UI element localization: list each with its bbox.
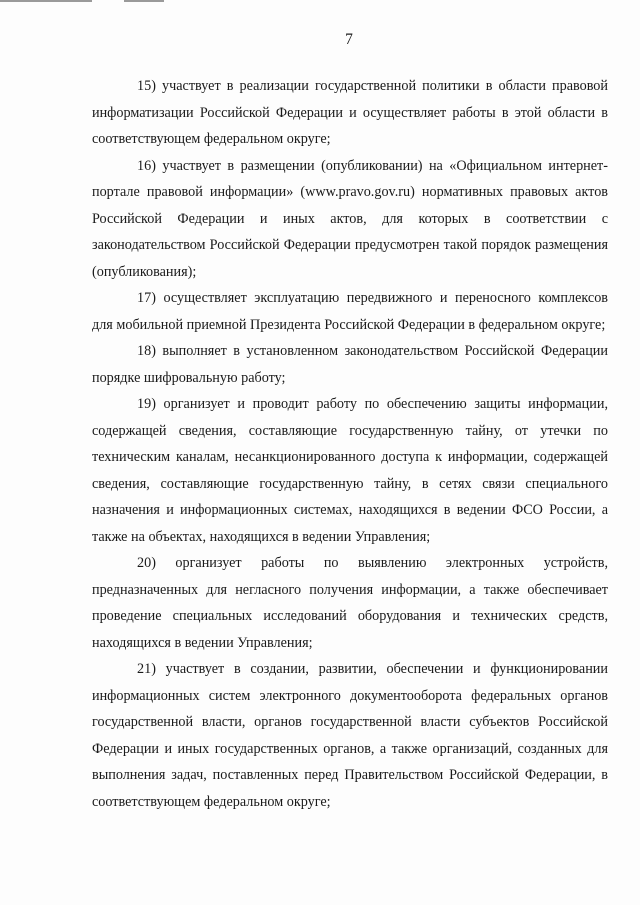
- page-number: 7: [345, 31, 353, 48]
- list-item-19: 19) организует и проводит работу по обеспечению защиты информации, содержащей сведения, составляющие государственную тайну, от утечки по техническим каналам, несанкционированного доступа к информации, содержащей сведения, составляющие государственную тайну, в сетях связи специального назначения и информационных системах, находящихся в ведении ФСО России, а также на объектах, находящихся в ведении Управления;: [92, 396, 608, 545]
- list-item-17: 17) осуществляет эксплуатацию передвижного и переносного комплексов для мобильной приемной Президента Российской Федерации в федеральном округе;: [92, 290, 608, 333]
- scan-edge-mark: [124, 0, 164, 2]
- list-item-20: 20) организует работы по выявлению электронных устройств, предназначенных для негласного получения информации, а также обеспечивает проведение специальных исследований оборудования и технических средств, находящихся в ведении Управления;: [92, 555, 608, 651]
- list-item-21: 21) участвует в создании, развитии, обеспечении и функционировании информационных систем электронного документооборота федеральных органов государственной власти, органов государственной власти субъектов Российской Федерации и иных государственных органов, а также организаций, созданных для выполнения задач, поставленных перед Правительством Российской Федерации, в соответствующем федеральном округе;: [92, 661, 608, 810]
- list-item-15: 15) участвует в реализации государственной политики в области правовой информатизации Российской Федерации и осуществляет работы в этой области в соответствующем федеральном округе;: [92, 78, 608, 147]
- list-item-16: 16) участвует в размещении (опубликовании) на «Официальном интернет-портале правовой информации» (www.pravo.gov.ru) нормативных правовых актов Российской Федерации и иных актов, для которых в соответствии с законодательством Российской Федерации предусмотрен такой порядок размещения (опубликования);: [92, 157, 608, 280]
- scan-edge-mark: [0, 0, 92, 2]
- list-item-18: 18) выполняет в установленном законодательством Российской Федерации порядке шифровальную работу;: [92, 343, 608, 386]
- document-body: [92, 73, 608, 815]
